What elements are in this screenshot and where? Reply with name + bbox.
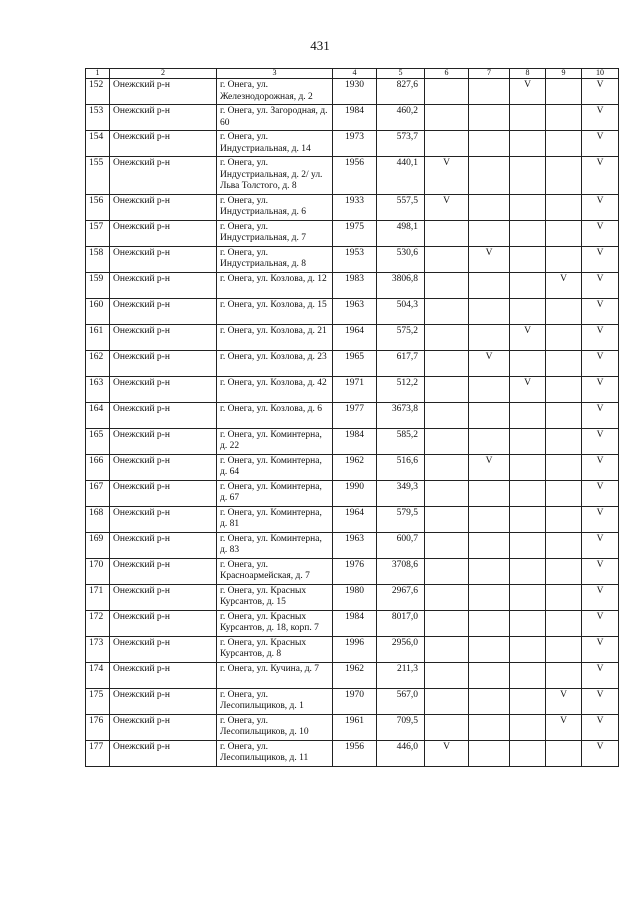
- district-cell: Онежский р-н: [110, 376, 217, 402]
- row-number: 157: [86, 220, 110, 246]
- year-cell: 1977: [333, 402, 377, 428]
- table-row: [86, 480, 619, 506]
- table-row: [86, 220, 619, 246]
- address-cell: г. Онега, ул. Лесопильщиков, д. 1: [217, 688, 333, 714]
- district-cell: Онежский р-н: [110, 480, 217, 506]
- district-cell: Онежский р-н: [110, 610, 217, 636]
- area-cell: 460,2: [377, 105, 425, 131]
- row-number: 153: [86, 105, 110, 131]
- year-cell: 1975: [333, 220, 377, 246]
- row-number: 167: [86, 480, 110, 506]
- table-row: [86, 350, 619, 376]
- year-cell: 1973: [333, 131, 377, 157]
- area-cell: 3708,6: [377, 558, 425, 584]
- mark-cell-7: V: [469, 246, 510, 272]
- mark-cell-8: [510, 740, 546, 766]
- row-number: 173: [86, 636, 110, 662]
- mark-cell-9: [546, 662, 582, 688]
- mark-cell-7: [469, 740, 510, 766]
- area-cell: 8017,0: [377, 610, 425, 636]
- mark-cell-10: V: [582, 324, 619, 350]
- mark-cell-7: [469, 376, 510, 402]
- mark-cell-7: [469, 688, 510, 714]
- address-cell: г. Онега, ул. Коминтерна, д. 81: [217, 506, 333, 532]
- mark-cell-7: [469, 428, 510, 454]
- table-row: [86, 246, 619, 272]
- year-cell: 1953: [333, 246, 377, 272]
- district-cell: Онежский р-н: [110, 454, 217, 480]
- year-cell: 1963: [333, 298, 377, 324]
- table-row: [86, 194, 619, 220]
- area-cell: 530,6: [377, 246, 425, 272]
- table-row: [86, 105, 619, 131]
- row-number: 166: [86, 454, 110, 480]
- row-number: 154: [86, 131, 110, 157]
- address-cell: г. Онега, ул. Коминтерна, д. 64: [217, 454, 333, 480]
- mark-cell-10: V: [582, 558, 619, 584]
- mark-cell-10: V: [582, 532, 619, 558]
- mark-cell-6: [425, 532, 469, 558]
- area-cell: 504,3: [377, 298, 425, 324]
- mark-cell-8: [510, 454, 546, 480]
- mark-cell-8: [510, 480, 546, 506]
- table-row: [86, 714, 619, 740]
- mark-cell-7: [469, 79, 510, 105]
- col-header: 7: [469, 69, 510, 79]
- mark-cell-9: [546, 246, 582, 272]
- mark-cell-6: [425, 79, 469, 105]
- district-cell: Онежский р-н: [110, 558, 217, 584]
- col-header: 2: [110, 69, 217, 79]
- year-cell: 1956: [333, 157, 377, 195]
- col-header: 10: [582, 69, 619, 79]
- mark-cell-7: [469, 220, 510, 246]
- district-cell: Онежский р-н: [110, 636, 217, 662]
- table-row: [86, 610, 619, 636]
- district-cell: Онежский р-н: [110, 131, 217, 157]
- district-cell: Онежский р-н: [110, 688, 217, 714]
- mark-cell-8: V: [510, 376, 546, 402]
- mark-cell-8: [510, 157, 546, 195]
- year-cell: 1965: [333, 350, 377, 376]
- mark-cell-6: [425, 105, 469, 131]
- address-cell: г. Онега, ул. Красных Курсантов, д. 15: [217, 584, 333, 610]
- mark-cell-9: [546, 350, 582, 376]
- area-cell: 2967,6: [377, 584, 425, 610]
- mark-cell-6: [425, 610, 469, 636]
- mark-cell-6: [425, 480, 469, 506]
- mark-cell-6: [425, 298, 469, 324]
- mark-cell-10: V: [582, 298, 619, 324]
- mark-cell-7: [469, 157, 510, 195]
- year-cell: 1990: [333, 480, 377, 506]
- area-cell: 585,2: [377, 428, 425, 454]
- district-cell: Онежский р-н: [110, 428, 217, 454]
- mark-cell-9: V: [546, 272, 582, 298]
- table-row: [86, 428, 619, 454]
- table-row: [86, 79, 619, 105]
- mark-cell-6: [425, 272, 469, 298]
- mark-cell-6: [425, 454, 469, 480]
- district-cell: Онежский р-н: [110, 740, 217, 766]
- mark-cell-8: [510, 272, 546, 298]
- district-cell: Онежский р-н: [110, 350, 217, 376]
- year-cell: 1984: [333, 610, 377, 636]
- mark-cell-8: [510, 714, 546, 740]
- table-row: [86, 298, 619, 324]
- row-number: 160: [86, 298, 110, 324]
- mark-cell-10: V: [582, 584, 619, 610]
- mark-cell-9: V: [546, 688, 582, 714]
- address-cell: г. Онега, ул. Коминтерна, д. 67: [217, 480, 333, 506]
- mark-cell-6: [425, 688, 469, 714]
- mark-cell-7: [469, 480, 510, 506]
- mark-cell-6: [425, 246, 469, 272]
- mark-cell-9: [546, 454, 582, 480]
- mark-cell-9: [546, 480, 582, 506]
- mark-cell-8: [510, 584, 546, 610]
- address-cell: г. Онега, ул. Индустриальная, д. 14: [217, 131, 333, 157]
- year-cell: 1964: [333, 324, 377, 350]
- mark-cell-9: V: [546, 714, 582, 740]
- mark-cell-10: V: [582, 402, 619, 428]
- year-cell: 1983: [333, 272, 377, 298]
- mark-cell-9: [546, 610, 582, 636]
- mark-cell-8: [510, 662, 546, 688]
- mark-cell-6: [425, 324, 469, 350]
- address-cell: г. Онега, ул. Коминтерна, д. 22: [217, 428, 333, 454]
- mark-cell-10: V: [582, 454, 619, 480]
- year-cell: 1971: [333, 376, 377, 402]
- mark-cell-8: V: [510, 79, 546, 105]
- area-cell: 709,5: [377, 714, 425, 740]
- mark-cell-6: [425, 220, 469, 246]
- table-row: [86, 532, 619, 558]
- address-cell: г. Онега, ул. Козлова, д. 42: [217, 376, 333, 402]
- district-cell: Онежский р-н: [110, 272, 217, 298]
- mark-cell-7: [469, 714, 510, 740]
- area-cell: 573,7: [377, 131, 425, 157]
- mark-cell-8: [510, 220, 546, 246]
- mark-cell-9: [546, 402, 582, 428]
- mark-cell-8: [510, 428, 546, 454]
- row-number: 172: [86, 610, 110, 636]
- mark-cell-6: [425, 636, 469, 662]
- address-cell: г. Онега, ул. Козлова, д. 6: [217, 402, 333, 428]
- mark-cell-10: V: [582, 220, 619, 246]
- col-header: 1: [86, 69, 110, 79]
- area-cell: 211,3: [377, 662, 425, 688]
- mark-cell-7: [469, 532, 510, 558]
- row-number: 163: [86, 376, 110, 402]
- area-cell: 3806,8: [377, 272, 425, 298]
- address-cell: г. Онега, ул. Индустриальная, д. 7: [217, 220, 333, 246]
- year-cell: 1962: [333, 454, 377, 480]
- table-row: [86, 506, 619, 532]
- mark-cell-8: [510, 636, 546, 662]
- year-cell: 1961: [333, 714, 377, 740]
- address-cell: г. Онега, ул. Козлова, д. 15: [217, 298, 333, 324]
- district-cell: Онежский р-н: [110, 194, 217, 220]
- mark-cell-9: [546, 105, 582, 131]
- mark-cell-10: V: [582, 688, 619, 714]
- mark-cell-10: V: [582, 480, 619, 506]
- row-number: 161: [86, 324, 110, 350]
- table-row: [86, 740, 619, 766]
- address-cell: г. Онега, ул. Красных Курсантов, д. 8: [217, 636, 333, 662]
- mark-cell-10: V: [582, 350, 619, 376]
- year-cell: 1930: [333, 79, 377, 105]
- area-cell: 446,0: [377, 740, 425, 766]
- row-number: 176: [86, 714, 110, 740]
- mark-cell-10: V: [582, 506, 619, 532]
- mark-cell-10: V: [582, 610, 619, 636]
- row-number: 155: [86, 157, 110, 195]
- table-row: [86, 324, 619, 350]
- mark-cell-9: [546, 428, 582, 454]
- district-cell: Онежский р-н: [110, 157, 217, 195]
- mark-cell-6: [425, 402, 469, 428]
- mark-cell-9: [546, 79, 582, 105]
- mark-cell-9: [546, 324, 582, 350]
- area-cell: 827,6: [377, 79, 425, 105]
- mark-cell-10: V: [582, 428, 619, 454]
- table-row: [86, 558, 619, 584]
- mark-cell-8: V: [510, 324, 546, 350]
- table-row: [86, 584, 619, 610]
- table-row: [86, 662, 619, 688]
- mark-cell-10: V: [582, 662, 619, 688]
- row-number: 171: [86, 584, 110, 610]
- row-number: 174: [86, 662, 110, 688]
- mark-cell-9: [546, 506, 582, 532]
- mark-cell-8: [510, 131, 546, 157]
- area-cell: 349,3: [377, 480, 425, 506]
- col-header: 6: [425, 69, 469, 79]
- year-cell: 1956: [333, 740, 377, 766]
- area-cell: 600,7: [377, 532, 425, 558]
- address-cell: г. Онега, ул. Козлова, д. 23: [217, 350, 333, 376]
- row-number: 159: [86, 272, 110, 298]
- district-cell: Онежский р-н: [110, 324, 217, 350]
- district-cell: Онежский р-н: [110, 402, 217, 428]
- mark-cell-7: [469, 558, 510, 584]
- mark-cell-7: [469, 402, 510, 428]
- table-row: [86, 688, 619, 714]
- district-cell: Онежский р-н: [110, 79, 217, 105]
- mark-cell-10: V: [582, 714, 619, 740]
- mark-cell-7: [469, 298, 510, 324]
- district-cell: Онежский р-н: [110, 246, 217, 272]
- address-cell: г. Онега, ул. Индустриальная, д. 6: [217, 194, 333, 220]
- year-cell: 1984: [333, 428, 377, 454]
- row-number: 165: [86, 428, 110, 454]
- mark-cell-6: [425, 350, 469, 376]
- area-cell: 617,7: [377, 350, 425, 376]
- col-header: 8: [510, 69, 546, 79]
- table-row: [86, 636, 619, 662]
- address-cell: г. Онега, ул. Козлова, д. 21: [217, 324, 333, 350]
- row-number: 170: [86, 558, 110, 584]
- mark-cell-6: [425, 131, 469, 157]
- area-cell: 579,5: [377, 506, 425, 532]
- year-cell: 1964: [333, 506, 377, 532]
- mark-cell-8: [510, 246, 546, 272]
- mark-cell-8: [510, 350, 546, 376]
- address-cell: г. Онега, ул. Индустриальная, д. 8: [217, 246, 333, 272]
- mark-cell-8: [510, 194, 546, 220]
- buildings-table: [85, 68, 619, 767]
- year-cell: 1996: [333, 636, 377, 662]
- mark-cell-7: [469, 105, 510, 131]
- mark-cell-10: V: [582, 131, 619, 157]
- row-number: 162: [86, 350, 110, 376]
- district-cell: Онежский р-н: [110, 298, 217, 324]
- area-cell: 557,5: [377, 194, 425, 220]
- area-cell: 512,2: [377, 376, 425, 402]
- area-cell: 3673,8: [377, 402, 425, 428]
- col-header: 4: [333, 69, 377, 79]
- table-row: [86, 272, 619, 298]
- address-cell: г. Онега, ул. Козлова, д. 12: [217, 272, 333, 298]
- year-cell: 1962: [333, 662, 377, 688]
- mark-cell-7: [469, 324, 510, 350]
- mark-cell-6: [425, 714, 469, 740]
- header-row: [86, 69, 619, 79]
- mark-cell-9: [546, 584, 582, 610]
- table-row: [86, 402, 619, 428]
- address-cell: г. Онега, ул. Загородная, д. 60: [217, 105, 333, 131]
- mark-cell-9: [546, 220, 582, 246]
- mark-cell-8: [510, 688, 546, 714]
- row-number: 158: [86, 246, 110, 272]
- district-cell: Онежский р-н: [110, 532, 217, 558]
- address-cell: г. Онега, ул. Коминтерна, д. 83: [217, 532, 333, 558]
- mark-cell-8: [510, 532, 546, 558]
- mark-cell-6: [425, 428, 469, 454]
- mark-cell-9: [546, 131, 582, 157]
- area-cell: 516,6: [377, 454, 425, 480]
- area-cell: 575,2: [377, 324, 425, 350]
- row-number: 168: [86, 506, 110, 532]
- mark-cell-9: [546, 194, 582, 220]
- district-cell: Онежский р-н: [110, 714, 217, 740]
- address-cell: г. Онега, ул. Индустриальная, д. 2/ ул. Льва Толстого, д. 8: [217, 157, 333, 195]
- mark-cell-7: [469, 610, 510, 636]
- mark-cell-6: V: [425, 157, 469, 195]
- district-cell: Онежский р-н: [110, 584, 217, 610]
- mark-cell-9: [546, 740, 582, 766]
- mark-cell-9: [546, 636, 582, 662]
- mark-cell-6: V: [425, 194, 469, 220]
- mark-cell-10: V: [582, 79, 619, 105]
- year-cell: 1976: [333, 558, 377, 584]
- row-number: 164: [86, 402, 110, 428]
- mark-cell-10: V: [582, 636, 619, 662]
- col-header: 9: [546, 69, 582, 79]
- mark-cell-9: [546, 157, 582, 195]
- area-cell: 498,1: [377, 220, 425, 246]
- mark-cell-9: [546, 298, 582, 324]
- year-cell: 1970: [333, 688, 377, 714]
- mark-cell-7: V: [469, 350, 510, 376]
- address-cell: г. Онега, ул. Лесопильщиков, д. 11: [217, 740, 333, 766]
- address-cell: г. Онега, ул. Красноармейская, д. 7: [217, 558, 333, 584]
- mark-cell-7: [469, 662, 510, 688]
- mark-cell-7: V: [469, 454, 510, 480]
- mark-cell-9: [546, 376, 582, 402]
- mark-cell-6: [425, 558, 469, 584]
- col-header: 3: [217, 69, 333, 79]
- district-cell: Онежский р-н: [110, 220, 217, 246]
- mark-cell-8: [510, 402, 546, 428]
- mark-cell-6: [425, 506, 469, 532]
- col-header: 5: [377, 69, 425, 79]
- mark-cell-7: [469, 506, 510, 532]
- mark-cell-10: V: [582, 246, 619, 272]
- mark-cell-10: V: [582, 272, 619, 298]
- year-cell: 1963: [333, 532, 377, 558]
- mark-cell-6: V: [425, 740, 469, 766]
- mark-cell-9: [546, 532, 582, 558]
- mark-cell-8: [510, 506, 546, 532]
- row-number: 169: [86, 532, 110, 558]
- address-cell: г. Онега, ул. Кучина, д. 7: [217, 662, 333, 688]
- year-cell: 1984: [333, 105, 377, 131]
- page-number: 431: [310, 38, 330, 53]
- table-row: [86, 157, 619, 195]
- mark-cell-10: V: [582, 157, 619, 195]
- mark-cell-10: V: [582, 105, 619, 131]
- area-cell: 440,1: [377, 157, 425, 195]
- address-cell: г. Онега, ул. Железнодорожная, д. 2: [217, 79, 333, 105]
- row-number: 175: [86, 688, 110, 714]
- mark-cell-10: V: [582, 376, 619, 402]
- mark-cell-6: [425, 376, 469, 402]
- mark-cell-7: [469, 194, 510, 220]
- row-number: 156: [86, 194, 110, 220]
- mark-cell-7: [469, 636, 510, 662]
- district-cell: Онежский р-н: [110, 662, 217, 688]
- district-cell: Онежский р-н: [110, 105, 217, 131]
- mark-cell-8: [510, 105, 546, 131]
- mark-cell-10: V: [582, 194, 619, 220]
- mark-cell-8: [510, 298, 546, 324]
- row-number: 177: [86, 740, 110, 766]
- area-cell: 567,0: [377, 688, 425, 714]
- mark-cell-6: [425, 584, 469, 610]
- mark-cell-10: V: [582, 740, 619, 766]
- year-cell: 1980: [333, 584, 377, 610]
- address-cell: г. Онега, ул. Лесопильщиков, д. 10: [217, 714, 333, 740]
- area-cell: 2956,0: [377, 636, 425, 662]
- address-cell: г. Онега, ул. Красных Курсантов, д. 18, корп. 7: [217, 610, 333, 636]
- mark-cell-7: [469, 272, 510, 298]
- year-cell: 1933: [333, 194, 377, 220]
- mark-cell-6: [425, 662, 469, 688]
- mark-cell-7: [469, 584, 510, 610]
- mark-cell-7: [469, 131, 510, 157]
- table-row: [86, 454, 619, 480]
- row-number: 152: [86, 79, 110, 105]
- mark-cell-8: [510, 610, 546, 636]
- table-row: [86, 376, 619, 402]
- district-cell: Онежский р-н: [110, 506, 217, 532]
- mark-cell-9: [546, 558, 582, 584]
- mark-cell-8: [510, 558, 546, 584]
- table-row: [86, 131, 619, 157]
